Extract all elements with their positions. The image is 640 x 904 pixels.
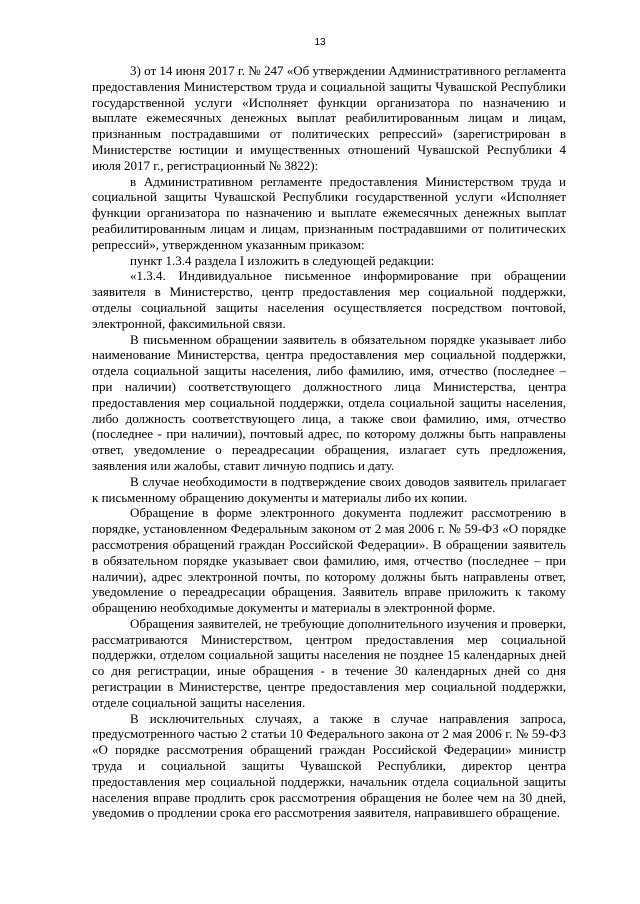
paragraph-regulation-amendment: в Административном регламенте предоставления Министерством труда и социальной защиты Чувашской Республики государственной услуги «Исполняет функции организатора по назначению и выплате ежемесячных денежных выплат реабилитированным лицам и лицам, признанным пострадавшими от политических репрессий», утвержденном указанным приказом: <box>92 173 566 252</box>
paragraph-deadline-extension: В исключительных случаях, а также в случае направления запроса, предусмотренного частью 2 статьи 10 Федерального закона от 2 мая 2006 г. № 59-ФЗ «О порядке рассмотрения обращений граждан Российской Федерации» министр труда и социальной защиты Чувашской Республики, директор центра предоставления мер социальной поддержки, начальник отдела социальной защиты населения вправе продлить срок рассмотрения обращения не более чем на 30 дней, уведомив о продлении срока его рассмотрения заявителя, направившего обращение. <box>92 710 566 821</box>
paragraph-written-appeal-requirements: В письменном обращении заявитель в обязательном порядке указывает либо наименование Министерства, центра предоставления мер социальной поддержки, отдела социальной защиты населения, либо фамилию, имя, отчество (последнее – при наличии) соответствующего должностного лица Министерства, центра предоставления мер социальной поддержки, отдела социальной защиты населения, либо должность соответствующего лица, а также свои фамилию, имя, отчество (последнее - при наличии), почтовый адрес, по которому должны быть направлены ответ, уведомление о переадресации обращения, излагает суть предложения, заявления или жалобы, ставит личную подпись и дату. <box>92 331 566 473</box>
paragraph-review-deadlines: Обращения заявителей, не требующие дополнительного изучения и проверки, рассматриваются Министерством, центром предоставления мер социальной поддержки, отделом социальной защиты населения не позднее 15 календарных дней со дня регистрации, иные обращения - в течение 30 календарных дней со дня регистрации в Министерстве, центре предоставления мер социальной поддержки, отделе социальной защиты населения. <box>92 615 566 710</box>
paragraph-point-1-3-4-intro: пункт 1.3.4 раздела I изложить в следующей редакции: <box>130 252 435 268</box>
paragraph-1-3-4-written-informing: «1.3.4. Индивидуальное письменное информирование при обращении заявителя в Министерство, центр предоставления мер социальной поддержки, отделы социальной защиты населения осуществляется посредством почтовой, электронной, факсимильной связи. <box>92 268 566 331</box>
paragraph-electronic-appeal: Обращение в форме электронного документа подлежит рассмотрению в порядке, установленном Федеральным законом от 2 мая 2006 г. № 59-ФЗ «О порядке рассмотрения обращений граждан Российской Федерации». В обращении заявитель в обязательном порядке указывает свои фамилию, имя, отчество (последнее – при наличии), адрес электронной почты, по которому должны быть направлены ответ, уведомление о переадресации обращения. Заявитель вправе приложить к такому обращению необходимые документы и материалы в электронной форме. <box>92 505 566 616</box>
document-body <box>92 63 566 821</box>
paragraph-item-3: 3) от 14 июня 2017 г. № 247 «Об утверждении Административного регламента предоставления Министерством труда и социальной защиты Чувашской Республики государственной услуги «Исполняет функции организатора по назначению и выплате ежемесячных денежных выплат реабилитированным лицам и лицам, признанным пострадавшими от политических репрессий» (зарегистрирован в Министерстве юстиции и имущественных отношений Чувашской Республики 4 июля 2017 г., регистрационный № 3822): <box>92 63 566 173</box>
page-number: 13 <box>314 37 326 48</box>
paragraph-supporting-documents: В случае необходимости в подтверждение своих доводов заявитель прилагает к письменному обращению документы и материалы либо их копии. <box>92 473 566 505</box>
